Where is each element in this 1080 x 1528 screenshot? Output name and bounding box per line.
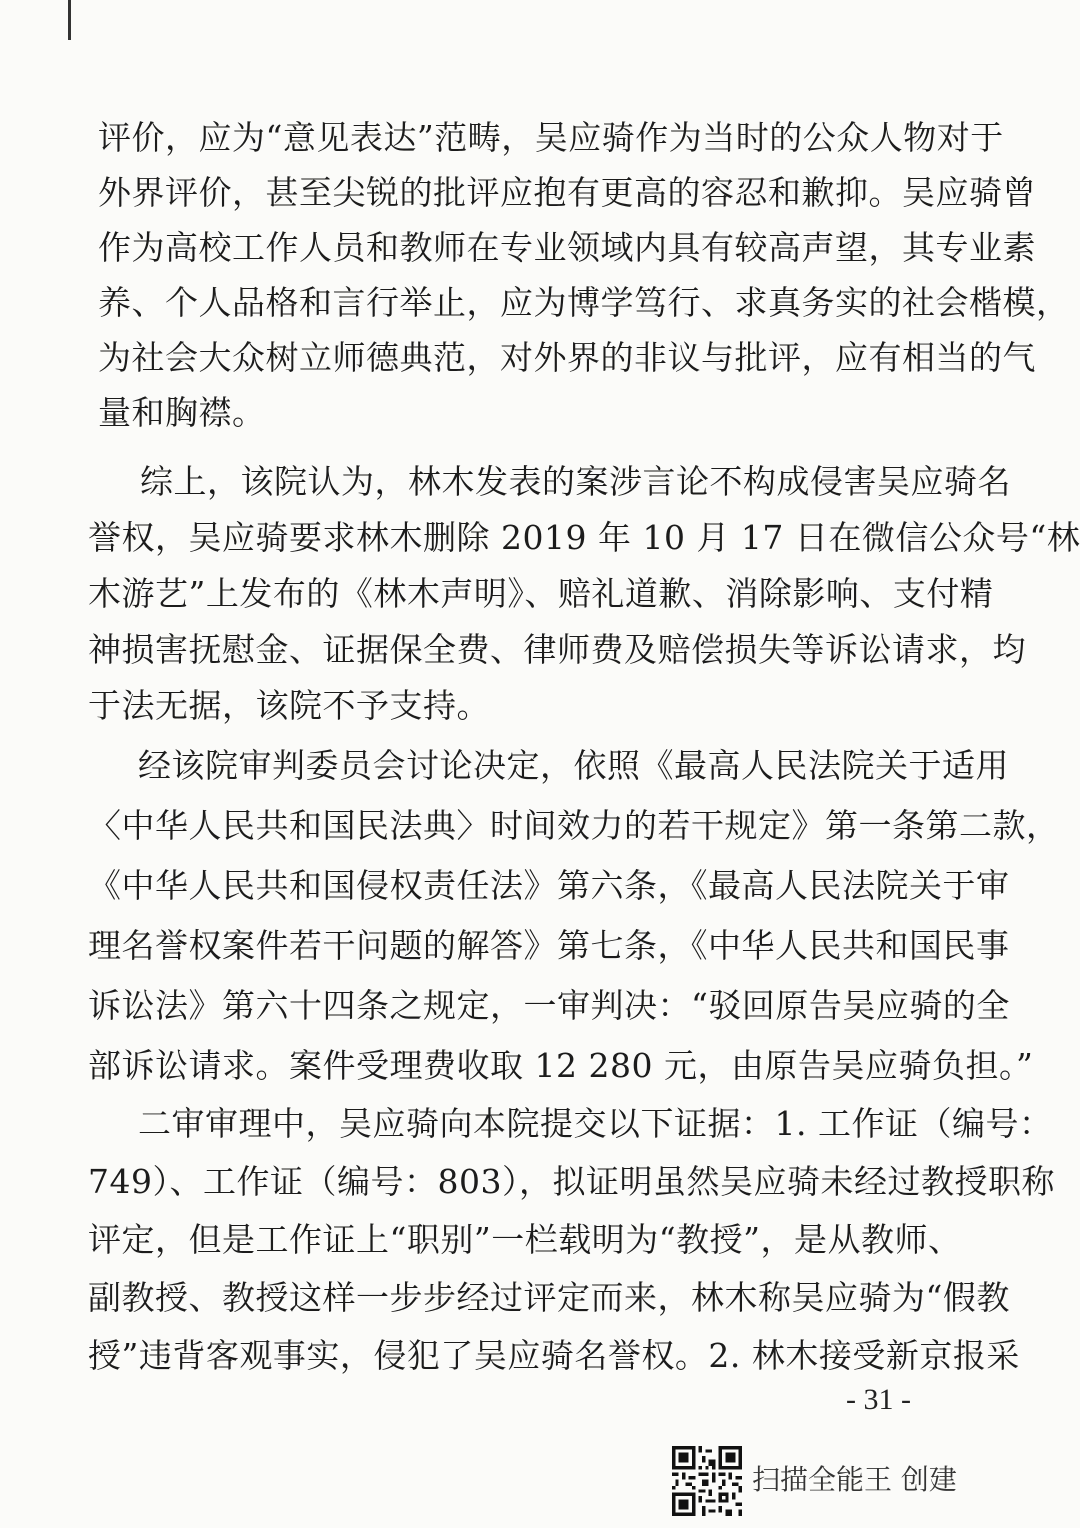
text-line: 综上，该院认为，林木发表的案涉言论不构成侵害吴应骑名 — [140, 462, 1011, 501]
text-line: 749）、工作证（编号：803），拟证明虽然吴应骑未经过教授职称 — [88, 1162, 1055, 1201]
page-number: - 31 - — [846, 1383, 911, 1416]
text-line: 副教授、教授这样一步步经过评定而来，林木称吴应骑为“假教 — [88, 1278, 1010, 1317]
text-line: 量和胸襟。 — [98, 393, 266, 432]
text-line: 作为高校工作人员和教师在专业领域内具有较高声望，其专业素 — [98, 228, 1036, 267]
scanner-watermark — [672, 1446, 1072, 1516]
text-line: 授”违背客观事实，侵犯了吴应骑名誉权。2. 林木接受新京报采 — [88, 1336, 1020, 1375]
text-line: 〈中华人民共和国民法典〉时间效力的若干规定》第一条第二款， — [88, 806, 1060, 845]
text-line: 理名誉权案件若干问题的解答》第七条，《中华人民共和国民事 — [88, 926, 1010, 965]
text-line: 《中华人民共和国侵权责任法》第六条，《最高人民法院关于审 — [88, 866, 1010, 905]
watermark-text: 扫描全能王 创建 — [752, 1463, 957, 1496]
qr-code-icon — [672, 1446, 742, 1516]
text-line: 评定，但是工作证上“职别”一栏载明为“教授”，是从教师、 — [88, 1220, 962, 1259]
text-line: 诉讼法》第六十四条之规定，一审判决：“驳回原告吴应骑的全 — [88, 986, 1010, 1025]
text-line: 为社会大众树立师德典范，对外界的非议与批评，应有相当的气 — [98, 338, 1036, 377]
text-line: 外界评价，甚至尖锐的批评应抱有更高的容忍和歉抑。吴应骑曾 — [98, 173, 1036, 212]
text-line: 木游艺”上发布的《林木声明》、赔礼道歉、消除影响、支付精 — [88, 574, 994, 613]
text-line: 誉权，吴应骑要求林木删除 2019 年 10 月 17 日在微信公众号“林 — [88, 518, 1080, 557]
text-line: 二审审理中，吴应骑向本院提交以下证据：1. 工作证（编号： — [138, 1104, 1053, 1143]
text-line: 神损害抚慰金、证据保全费、律师费及赔偿损失等诉讼请求，均 — [88, 630, 1026, 669]
text-line: 养、个人品格和言行举止，应为博学笃行、求真务实的社会楷模， — [98, 283, 1070, 322]
text-line: 经该院审判委员会讨论决定，依照《最高人民法院关于适用 — [138, 746, 1009, 785]
text-line: 评价，应为“意见表达”范畴，吴应骑作为当时的公众人物对于 — [98, 118, 1004, 157]
text-line: 于法无据，该院不予支持。 — [88, 686, 490, 725]
text-line: 部诉讼请求。案件受理费收取 12 280 元，由原告吴应骑负担。” — [88, 1046, 1034, 1085]
